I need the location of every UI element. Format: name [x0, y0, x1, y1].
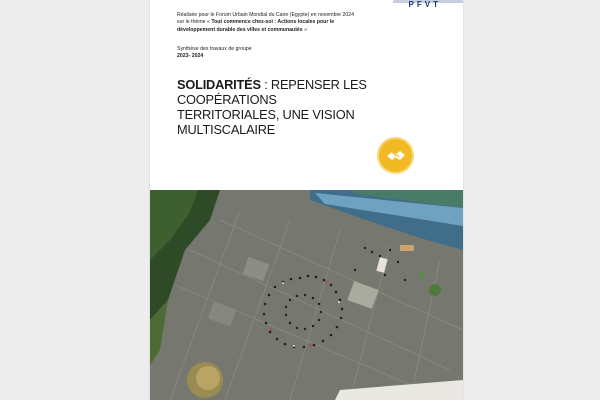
title-line-2: TERRITORIALES, UNE VISION MULTISCALAIRE	[177, 107, 355, 137]
handshake-icon	[379, 139, 412, 172]
intro-line-3	[177, 27, 437, 34]
intro-line-2-prefix: sur le thème «	[177, 19, 212, 26]
intro-line-3-suffix: »	[302, 26, 308, 33]
synthesis-label: Synthèse des travaux de groupe	[177, 46, 252, 52]
document-title	[177, 77, 447, 137]
title-strong: SOLIDARITÉS	[177, 77, 261, 92]
intro-line-3-bold: développement durable des villes et communautés	[177, 26, 303, 33]
cover-photo	[150, 190, 463, 400]
document-cover-page	[150, 0, 463, 400]
intro-line-1: Réalisée pour le Forum Urbain Mondial du Caire (Egypte) en novembre 2024	[177, 12, 355, 18]
intro-line-2-bold: Tout commence chez-soi : Actions locales pour le	[211, 19, 335, 26]
synthesis-years: 2023- 2024	[177, 53, 204, 60]
handshake-emblem	[379, 139, 412, 172]
title-rest: : REPENSER LES COOPÉRATIONS	[177, 77, 367, 107]
synthesis-block	[177, 46, 252, 61]
intro-line-2	[177, 19, 437, 26]
pfvt-logo: PFVT	[408, 0, 441, 9]
title-line-1	[177, 77, 447, 107]
aerial-photo	[150, 190, 463, 400]
intro-text	[177, 12, 437, 34]
